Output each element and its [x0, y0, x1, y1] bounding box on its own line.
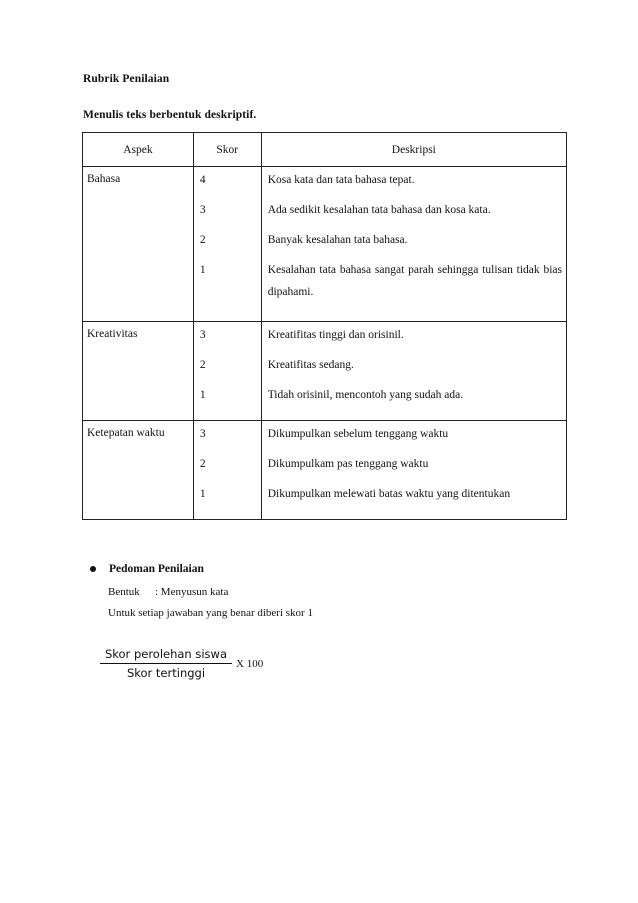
scoring-instruction: Untuk setiap jawaban yang benar diberi skor 1: [108, 607, 313, 619]
skor-cell: [193, 421, 261, 520]
skor-value: 4: [199, 174, 206, 186]
table-row: [83, 322, 567, 421]
deskripsi-text: Dikumpulkam pas tenggang waktu: [267, 458, 429, 470]
aspek-label: Bahasa: [87, 173, 121, 185]
aspek-cell: [83, 421, 194, 520]
deskripsi-text: Banyak kesalahan tata bahasa.: [267, 234, 408, 246]
table-row: [83, 167, 567, 322]
table-header-row: [83, 133, 567, 167]
skor-value: 2: [199, 234, 206, 246]
header-skor: Skor: [193, 133, 261, 167]
formula-denominator: Skor tertinggi: [126, 666, 206, 680]
skor-value: 3: [199, 329, 206, 341]
header-aspek: Aspek: [83, 133, 194, 167]
pedoman-title: Pedoman Penilaian: [109, 563, 204, 575]
header-deskripsi: Deskripsi: [261, 133, 566, 167]
skor-cell: [193, 322, 261, 421]
skor-value: 1: [199, 389, 206, 401]
document-subtitle: Menulis teks berbentuk deskriptif.: [83, 109, 257, 121]
deskripsi-text: Kesalahan tata bahasa sangat parah sehingga tulisan tidak bias dipahami.: [267, 264, 562, 298]
document-title: Rubrik Penilaian: [83, 73, 170, 85]
deskripsi-text: Dikumpulkan sebelum tenggang waktu: [267, 428, 449, 440]
skor-cell: [193, 167, 261, 322]
deskripsi-text: Kreatifitas tinggi dan orisinil.: [267, 329, 404, 341]
deskripsi-text: Kreatifitas sedang.: [267, 359, 354, 371]
skor-value: 3: [199, 204, 206, 216]
skor-value: 2: [199, 359, 206, 371]
deskripsi-text: Tidah orisinil, mencontoh yang sudah ada.: [267, 389, 464, 401]
rubric-table: [82, 132, 567, 520]
skor-value: 2: [199, 458, 206, 470]
deskripsi-text: Kosa kata dan tata bahasa tepat.: [267, 174, 415, 186]
skor-value: 1: [199, 264, 206, 276]
formula-multiplier: X 100: [236, 658, 264, 670]
table-row: [83, 421, 567, 520]
aspek-cell: [83, 167, 194, 322]
formula-numerator: Skor perolehan siswa: [100, 647, 232, 664]
skor-value: 3: [199, 428, 206, 440]
deskripsi-cell: [261, 167, 566, 322]
aspek-label: Kreativitas: [87, 328, 138, 340]
deskripsi-text: Ada sedikit kesalahan tata bahasa dan kosa kata.: [267, 204, 491, 216]
deskripsi-cell: [261, 322, 566, 421]
bullet-icon: [90, 566, 96, 572]
deskripsi-text: Dikumpulkan melewati batas waktu yang ditentukan: [267, 488, 511, 500]
aspek-cell: [83, 322, 194, 421]
bentuk-label: Bentuk: [108, 586, 140, 598]
formula-fraction: [100, 647, 232, 680]
deskripsi-cell: [261, 421, 566, 520]
skor-value: 1: [199, 488, 206, 500]
aspek-label: Ketepatan waktu: [87, 427, 165, 439]
bentuk-value: : Menyusun kata: [155, 586, 229, 598]
